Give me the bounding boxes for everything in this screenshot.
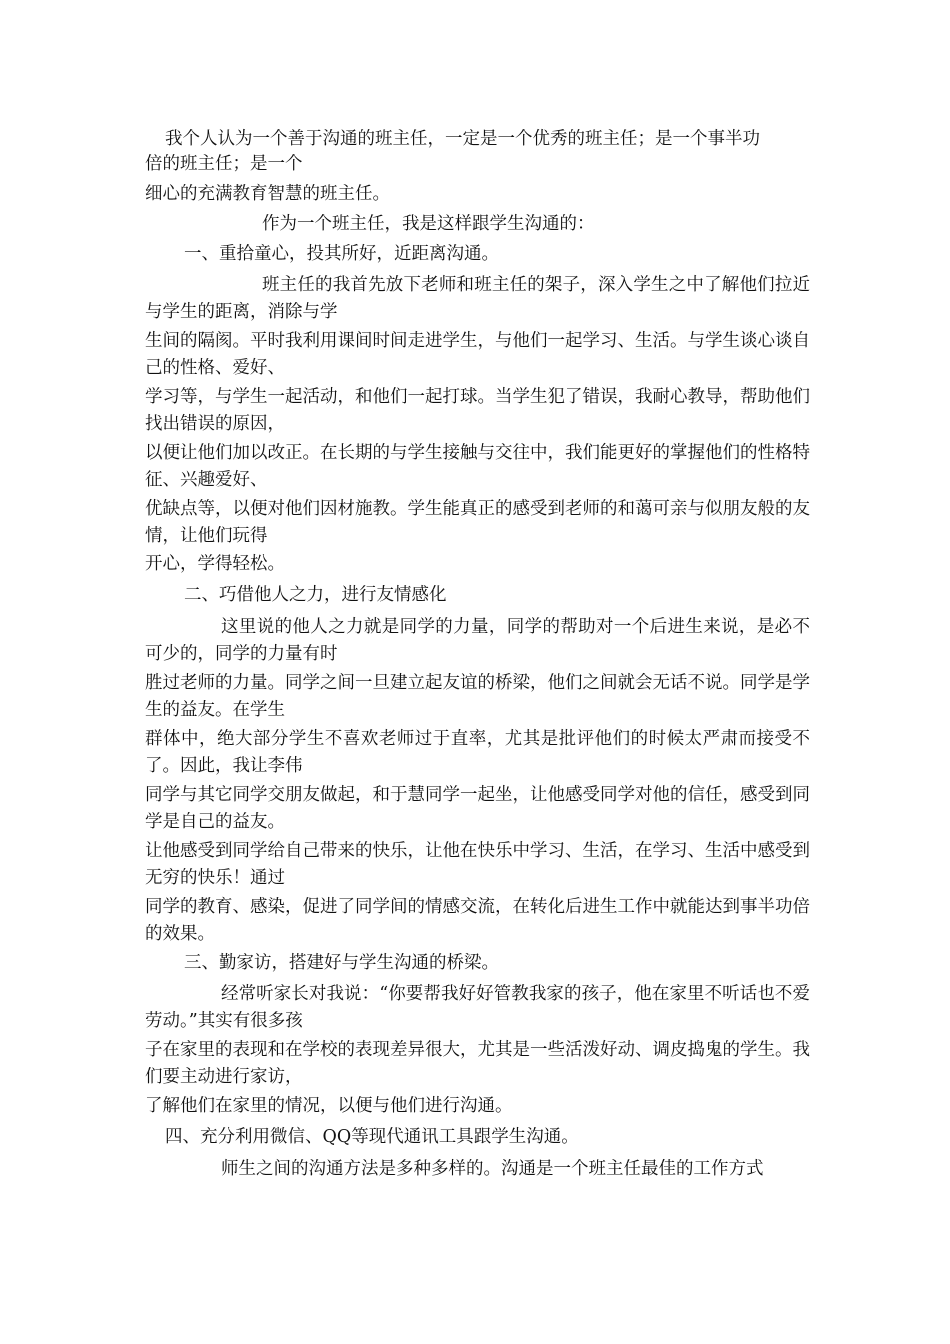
section-heading: 二、巧借他人之力，进行友情感化 — [184, 585, 447, 605]
paragraph-line: 学习等，与学生一起活动，和他们一起打球。当学生犯了错误，我耐心教导，帮助他们找出错误的原因， — [145, 387, 810, 434]
paragraph-line: 细心的充满教育智慧的班主任。 — [145, 184, 390, 204]
paragraph-line: 倍的班主任；是一个 — [145, 154, 303, 174]
paragraph-line: 师生之间的沟通方法是多种多样的。沟通是一个班主任最佳的工作方式 — [221, 1159, 764, 1179]
section-heading: 四、充分利用微信、QQ等现代通讯工具跟学生沟通。 — [165, 1127, 579, 1147]
paragraph-line: 以便让他们加以改正。在长期的与学生接触与交往中，我们能更好的掌握他们的性格特征、兴趣爱好、 — [145, 443, 810, 490]
paragraph-line: 经常听家长对我说：“你要帮我好好管教我家的孩子，他在家里不听话也不爱劳动。”其实有很多孩 — [145, 984, 810, 1031]
paragraph-line: 班主任的我首先放下老师和班主任的架子，深入学生之中了解他们拉近与学生的距离，消除与学 — [145, 275, 810, 322]
paragraph-line: 同学与其它同学交朋友做起，和于慧同学一起坐，让他感受同学对他的信任，感受到同学是自己的益友。 — [145, 785, 810, 832]
paragraph-line: 了解他们在家里的情况，以便与他们进行沟通。 — [145, 1096, 513, 1116]
paragraph-line: 让他感受到同学给自己带来的快乐，让他在快乐中学习、生活，在学习、生活中感受到无穷的快乐！通过 — [145, 841, 810, 888]
paragraph-line: 这里说的他人之力就是同学的力量，同学的帮助对一个后进生来说，是必不可少的，同学的力量有时 — [145, 617, 810, 664]
paragraph-line: 同学的教育、感染，促进了同学间的情感交流，在转化后进生工作中就能达到事半功倍的效果。 — [145, 897, 810, 944]
section-heading: 三、勤家访，搭建好与学生沟通的桥梁。 — [184, 953, 499, 973]
paragraph-line: 我个人认为一个善于沟通的班主任，一定是一个优秀的班主任；是一个事半功 — [165, 129, 760, 149]
paragraph-line: 生间的隔阂。平时我利用课间时间走进学生，与他们一起学习、生活。与学生谈心谈自己的性格、爱好、 — [145, 331, 810, 378]
section-heading: 一、重拾童心，投其所好，近距离沟通。 — [184, 244, 499, 264]
paragraph-line: 胜过老师的力量。同学之间一旦建立起友谊的桥梁，他们之间就会无话不说。同学是学生的益友。在学生 — [145, 673, 810, 720]
paragraph-line: 优缺点等，以便对他们因材施教。学生能真正的感受到老师的和蔼可亲与似朋友般的友情，让他们玩得 — [145, 499, 810, 546]
paragraph-line: 开心，学得轻松。 — [145, 554, 285, 574]
intro-line: 作为一个班主任，我是这样跟学生沟通的： — [262, 214, 595, 234]
paragraph-line: 群体中，绝大部分学生不喜欢老师过于直率，尤其是批评他们的时候太严肃而接受不了。因此，我让李伟 — [145, 729, 810, 776]
paragraph-line: 子在家里的表现和在学校的表现差异很大，尤其是一些活泼好动、调皮捣鬼的学生。我们要主动进行家访， — [145, 1040, 810, 1087]
